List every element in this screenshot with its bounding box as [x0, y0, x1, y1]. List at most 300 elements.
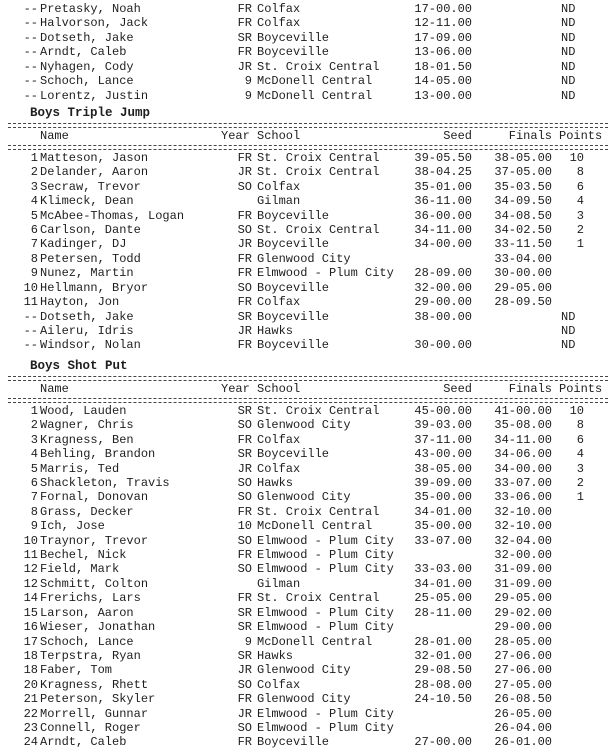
- double-rule-divider: [8, 376, 608, 381]
- result-row: [0, 310, 615, 324]
- points-cell: ND: [561, 30, 576, 45]
- column-header-finals: Finals: [508, 381, 552, 396]
- column-header-school: School: [257, 381, 301, 396]
- place-cell: --: [23, 45, 38, 60]
- finals-mark: 31-09.00: [494, 576, 552, 591]
- school-name: Glenwood City: [257, 251, 351, 266]
- result-row: [0, 89, 615, 103]
- year-cell: FR: [237, 251, 252, 266]
- school-name: St. Croix Central: [257, 150, 380, 165]
- athlete-name: Field, Mark: [40, 562, 120, 577]
- place-cell: 22: [23, 706, 38, 721]
- finals-mark: 34-09.50: [494, 194, 552, 209]
- school-name: St. Croix Central: [257, 165, 380, 180]
- finals-mark: 32-10.00: [494, 519, 552, 534]
- result-row: [0, 635, 615, 649]
- seed-mark: 35-01.00: [414, 179, 472, 194]
- points-cell: ND: [561, 338, 576, 353]
- points-cell: 2: [576, 475, 584, 490]
- place-cell: 8: [30, 504, 38, 519]
- place-cell: 5: [30, 208, 38, 223]
- school-name: Elmwood - Plum City: [257, 266, 394, 281]
- finals-mark: 34-06.00: [494, 447, 552, 462]
- athlete-name: Dotseth, Jake: [40, 30, 134, 45]
- school-name: Colfax: [257, 677, 301, 692]
- seed-mark: 28-01.00: [414, 634, 472, 649]
- result-row: [0, 562, 615, 576]
- seed-mark: 32-00.00: [414, 280, 472, 295]
- place-cell: 23: [23, 721, 38, 736]
- place-cell: 4: [30, 194, 38, 209]
- year-cell: JR: [237, 461, 252, 476]
- result-row: [0, 180, 615, 194]
- athlete-name: Halvorson, Jack: [40, 16, 149, 31]
- school-name: Gilman: [257, 194, 301, 209]
- finals-mark: 37-05.00: [494, 165, 552, 180]
- result-row: [0, 165, 615, 179]
- finals-mark: 31-09.00: [494, 562, 552, 577]
- seed-mark: 35-00.00: [414, 519, 472, 534]
- school-name: Elmwood - Plum City: [257, 548, 394, 563]
- year-cell: FR: [237, 45, 252, 60]
- athlete-name: Wagner, Chris: [40, 418, 134, 433]
- school-name: McDonell Central: [257, 519, 373, 534]
- finals-mark: 33-11.50: [494, 237, 552, 252]
- column-header-name: Name: [40, 381, 69, 396]
- school-name: Glenwood City: [257, 490, 351, 505]
- seed-mark: 38-05.00: [414, 461, 472, 476]
- year-cell: FR: [237, 735, 252, 749]
- result-row: [0, 721, 615, 735]
- year-cell: FR: [237, 548, 252, 563]
- year-cell: FR: [237, 591, 252, 606]
- finals-mark: 27-05.00: [494, 677, 552, 692]
- place-cell: 11: [23, 295, 38, 310]
- athlete-name: Arndt, Caleb: [40, 735, 127, 749]
- result-row: [0, 591, 615, 605]
- seed-mark: 36-11.00: [414, 194, 472, 209]
- seed-mark: 32-01.00: [414, 648, 472, 663]
- seed-mark: 34-11.00: [414, 223, 472, 238]
- seed-mark: 39-03.00: [414, 418, 472, 433]
- year-cell: 9: [244, 634, 252, 649]
- year-cell: FR: [237, 150, 252, 165]
- points-cell: ND: [561, 309, 576, 324]
- result-row: [0, 404, 615, 418]
- result-row: [0, 252, 615, 266]
- result-row: [0, 338, 615, 352]
- athlete-name: Kadinger, DJ: [40, 237, 127, 252]
- result-row: [0, 505, 615, 519]
- result-row: [0, 735, 615, 749]
- year-cell: 10: [237, 519, 252, 534]
- place-cell: 6: [30, 223, 38, 238]
- finals-mark: 34-02.50: [494, 223, 552, 238]
- seed-mark: 17-00.00: [414, 2, 472, 16]
- result-row: [0, 534, 615, 548]
- school-name: Boyceville: [257, 735, 330, 749]
- year-cell: JR: [237, 663, 252, 678]
- place-cell: --: [23, 74, 38, 89]
- school-name: Elmwood - Plum City: [257, 620, 394, 635]
- result-row: [0, 60, 615, 74]
- column-header-points: Points: [559, 381, 603, 396]
- athlete-name: Traynor, Trevor: [40, 533, 149, 548]
- place-cell: 14: [23, 591, 38, 606]
- result-row: [0, 281, 615, 295]
- athlete-name: Schmitt, Colton: [40, 576, 149, 591]
- year-cell: SO: [237, 562, 252, 577]
- year-cell: JR: [237, 706, 252, 721]
- result-row: [0, 620, 615, 634]
- year-cell: SO: [237, 533, 252, 548]
- athlete-name: Frerichs, Lars: [40, 591, 141, 606]
- place-cell: 11: [23, 548, 38, 563]
- place-cell: --: [23, 309, 38, 324]
- seed-mark: 17-09.00: [414, 30, 472, 45]
- finals-mark: 28-05.00: [494, 634, 552, 649]
- seed-mark: 38-04.25: [414, 165, 472, 180]
- place-cell: 12: [23, 562, 38, 577]
- place-cell: --: [23, 323, 38, 338]
- points-cell: 1: [576, 237, 584, 252]
- finals-mark: 33-04.00: [494, 251, 552, 266]
- seed-mark: 38-00.00: [414, 309, 472, 324]
- athlete-name: Delander, Aaron: [40, 165, 149, 180]
- athlete-name: Shackleton, Travis: [40, 475, 170, 490]
- seed-mark: 34-01.00: [414, 504, 472, 519]
- year-cell: 9: [244, 88, 252, 103]
- year-cell: SO: [237, 280, 252, 295]
- place-cell: 6: [30, 475, 38, 490]
- year-cell: SO: [237, 677, 252, 692]
- school-name: Boyceville: [257, 45, 330, 60]
- result-row: [0, 447, 615, 461]
- finals-mark: 26-08.50: [494, 692, 552, 707]
- athlete-name: McAbee-Thomas, Logan: [40, 208, 185, 223]
- result-row: [0, 2, 615, 16]
- points-cell: ND: [561, 45, 576, 60]
- column-header-row: [0, 382, 615, 396]
- athlete-name: Nyhagen, Cody: [40, 59, 134, 74]
- points-cell: 6: [576, 179, 584, 194]
- athlete-name: Wood, Lauden: [40, 403, 127, 418]
- school-name: Glenwood City: [257, 418, 351, 433]
- finals-mark: 34-11.00: [494, 432, 552, 447]
- athlete-name: Matteson, Jason: [40, 150, 149, 165]
- place-cell: --: [23, 2, 38, 16]
- seed-mark: 25-05.00: [414, 591, 472, 606]
- seed-mark: 28-08.00: [414, 677, 472, 692]
- athlete-name: Behling, Brandon: [40, 447, 156, 462]
- place-cell: 1: [30, 150, 38, 165]
- athlete-name: Marris, Ted: [40, 461, 120, 476]
- athlete-name: Connell, Roger: [40, 721, 141, 736]
- place-cell: 10: [23, 280, 38, 295]
- column-header-seed: Seed: [443, 128, 472, 143]
- athlete-name: Dotseth, Jake: [40, 309, 134, 324]
- year-cell: FR: [237, 295, 252, 310]
- seed-mark: 14-05.00: [414, 74, 472, 89]
- result-row: [0, 237, 615, 251]
- school-name: Gilman: [257, 576, 301, 591]
- year-cell: FR: [237, 504, 252, 519]
- seed-mark: 39-05.50: [414, 150, 472, 165]
- year-cell: SO: [237, 418, 252, 433]
- result-row: [0, 577, 615, 591]
- column-header-year: Year: [221, 128, 250, 143]
- year-cell: SR: [237, 403, 252, 418]
- finals-mark: 30-00.00: [494, 266, 552, 281]
- seed-mark: 13-00.00: [414, 88, 472, 103]
- place-cell: 10: [23, 533, 38, 548]
- athlete-name: Kragness, Rhett: [40, 677, 149, 692]
- finals-mark: 28-09.50: [494, 295, 552, 310]
- year-cell: JR: [237, 237, 252, 252]
- place-cell: 5: [30, 461, 38, 476]
- event-title: Boys Triple Jump: [30, 105, 151, 120]
- column-header-year: Year: [221, 381, 250, 396]
- points-cell: 3: [576, 208, 584, 223]
- place-cell: 2: [30, 418, 38, 433]
- result-row: [0, 16, 615, 30]
- place-cell: --: [23, 30, 38, 45]
- athlete-name: Grass, Decker: [40, 504, 134, 519]
- result-row: [0, 707, 615, 721]
- result-row: [0, 151, 615, 165]
- school-name: Elmwood - Plum City: [257, 706, 394, 721]
- school-name: St. Croix Central: [257, 504, 380, 519]
- year-cell: SO: [237, 721, 252, 736]
- seed-mark: 28-11.00: [414, 605, 472, 620]
- result-row: [0, 476, 615, 490]
- points-cell: ND: [561, 74, 576, 89]
- result-row: [0, 209, 615, 223]
- points-cell: ND: [561, 323, 576, 338]
- event-title: Boys Shot Put: [30, 358, 128, 373]
- result-row: [0, 31, 615, 45]
- year-cell: SO: [237, 490, 252, 505]
- year-cell: SR: [237, 309, 252, 324]
- school-name: McDonell Central: [257, 634, 373, 649]
- school-name: Boyceville: [257, 280, 330, 295]
- finals-mark: 29-05.00: [494, 280, 552, 295]
- place-cell: --: [23, 16, 38, 31]
- athlete-name: Morrell, Gunnar: [40, 706, 149, 721]
- athlete-name: Faber, Tom: [40, 663, 113, 678]
- school-name: St. Croix Central: [257, 59, 380, 74]
- column-header-seed: Seed: [443, 381, 472, 396]
- place-cell: 21: [23, 692, 38, 707]
- year-cell: SR: [237, 447, 252, 462]
- result-row: [0, 45, 615, 59]
- points-cell: 4: [576, 447, 584, 462]
- finals-mark: 29-02.00: [494, 605, 552, 620]
- place-cell: 1: [30, 403, 38, 418]
- seed-mark: 12-11.00: [414, 16, 472, 31]
- finals-mark: 34-08.50: [494, 208, 552, 223]
- school-name: Boyceville: [257, 309, 330, 324]
- school-name: St. Croix Central: [257, 403, 380, 418]
- athlete-name: Lorentz, Justin: [40, 88, 149, 103]
- points-cell: 6: [576, 432, 584, 447]
- place-cell: 9: [30, 519, 38, 534]
- result-row: [0, 433, 615, 447]
- athlete-name: Nunez, Martin: [40, 266, 134, 281]
- athlete-name: Terpstra, Ryan: [40, 648, 141, 663]
- column-header-points: Points: [559, 128, 603, 143]
- school-name: McDonell Central: [257, 74, 373, 89]
- athlete-name: Pretasky, Noah: [40, 2, 141, 16]
- seed-mark: 29-00.00: [414, 295, 472, 310]
- year-cell: JR: [237, 59, 252, 74]
- result-row: [0, 490, 615, 504]
- athlete-name: Hayton, Jon: [40, 295, 120, 310]
- seed-mark: 30-00.00: [414, 338, 472, 353]
- athlete-name: Fornal, Donovan: [40, 490, 149, 505]
- year-cell: SO: [237, 475, 252, 490]
- finals-mark: 29-00.00: [494, 620, 552, 635]
- place-cell: 20: [23, 677, 38, 692]
- column-header-finals: Finals: [508, 128, 552, 143]
- year-cell: FR: [237, 432, 252, 447]
- place-cell: 3: [30, 179, 38, 194]
- seed-mark: 29-08.50: [414, 663, 472, 678]
- result-row: [0, 223, 615, 237]
- place-cell: 3: [30, 432, 38, 447]
- points-cell: 8: [576, 165, 584, 180]
- year-cell: SR: [237, 605, 252, 620]
- school-name: McDonell Central: [257, 88, 373, 103]
- athlete-name: Carlson, Dante: [40, 223, 141, 238]
- seed-mark: 13-06.00: [414, 45, 472, 60]
- school-name: Colfax: [257, 16, 301, 31]
- seed-mark: 34-00.00: [414, 237, 472, 252]
- place-cell: 17: [23, 634, 38, 649]
- seed-mark: 39-09.00: [414, 475, 472, 490]
- school-name: Boyceville: [257, 30, 330, 45]
- place-cell: 9: [30, 266, 38, 281]
- place-cell: 7: [30, 237, 38, 252]
- place-cell: 15: [23, 605, 38, 620]
- seed-mark: 45-00.00: [414, 403, 472, 418]
- finals-mark: 35-03.50: [494, 179, 552, 194]
- points-cell: 1: [576, 490, 584, 505]
- school-name: Hawks: [257, 475, 294, 490]
- athlete-name: Petersen, Todd: [40, 251, 141, 266]
- column-header-school: School: [257, 128, 301, 143]
- place-cell: --: [23, 338, 38, 353]
- seed-mark: 35-00.00: [414, 490, 472, 505]
- finals-mark: 38-05.00: [494, 150, 552, 165]
- year-cell: SO: [237, 179, 252, 194]
- seed-mark: 24-10.50: [414, 692, 472, 707]
- points-cell: ND: [561, 16, 576, 31]
- school-name: Elmwood - Plum City: [257, 605, 394, 620]
- year-cell: FR: [237, 208, 252, 223]
- athlete-name: Secraw, Trevor: [40, 179, 141, 194]
- year-cell: FR: [237, 16, 252, 31]
- school-name: Colfax: [257, 461, 301, 476]
- finals-mark: 32-00.00: [494, 548, 552, 563]
- double-rule-divider: [8, 398, 608, 403]
- school-name: Glenwood City: [257, 663, 351, 678]
- result-row: [0, 548, 615, 562]
- result-row: [0, 649, 615, 663]
- place-cell: 24: [23, 735, 38, 749]
- result-row: [0, 678, 615, 692]
- place-cell: 7: [30, 490, 38, 505]
- result-row: [0, 74, 615, 88]
- seed-mark: 27-00.00: [414, 735, 472, 749]
- column-header-row: [0, 129, 615, 143]
- athlete-name: Arndt, Caleb: [40, 45, 127, 60]
- points-cell: 8: [576, 418, 584, 433]
- finals-mark: 26-01.00: [494, 735, 552, 749]
- place-cell: --: [23, 59, 38, 74]
- school-name: Boyceville: [257, 237, 330, 252]
- points-cell: ND: [561, 88, 576, 103]
- athlete-name: Schoch, Lance: [40, 634, 134, 649]
- points-cell: ND: [561, 2, 576, 16]
- school-name: Colfax: [257, 2, 301, 16]
- school-name: Boyceville: [257, 447, 330, 462]
- athlete-name: Kragness, Ben: [40, 432, 134, 447]
- athlete-name: Bechel, Nick: [40, 548, 127, 563]
- result-row: [0, 266, 615, 280]
- finals-mark: 34-00.00: [494, 461, 552, 476]
- school-name: Elmwood - Plum City: [257, 562, 394, 577]
- school-name: Colfax: [257, 432, 301, 447]
- result-row: [0, 324, 615, 338]
- seed-mark: 37-11.00: [414, 432, 472, 447]
- athlete-name: Schoch, Lance: [40, 74, 134, 89]
- year-cell: SO: [237, 223, 252, 238]
- school-name: Hawks: [257, 648, 294, 663]
- place-cell: 16: [23, 620, 38, 635]
- result-row: [0, 519, 615, 533]
- place-cell: 12: [23, 576, 38, 591]
- athlete-name: Windsor, Nolan: [40, 338, 141, 353]
- year-cell: FR: [237, 338, 252, 353]
- seed-mark: 28-09.00: [414, 266, 472, 281]
- points-cell: 10: [569, 150, 584, 165]
- double-rule-divider: [8, 123, 608, 128]
- seed-mark: 18-01.50: [414, 59, 472, 74]
- school-name: Elmwood - Plum City: [257, 533, 394, 548]
- seed-mark: 33-03.00: [414, 562, 472, 577]
- school-name: St. Croix Central: [257, 591, 380, 606]
- year-cell: SR: [237, 30, 252, 45]
- year-cell: 9: [244, 74, 252, 89]
- year-cell: SR: [237, 648, 252, 663]
- school-name: Boyceville: [257, 208, 330, 223]
- result-row: [0, 606, 615, 620]
- points-cell: 3: [576, 461, 584, 476]
- seed-mark: 33-07.00: [414, 533, 472, 548]
- place-cell: --: [23, 88, 38, 103]
- result-row: [0, 295, 615, 309]
- points-cell: ND: [561, 59, 576, 74]
- finals-mark: 41-00.00: [494, 403, 552, 418]
- finals-mark: 33-06.00: [494, 490, 552, 505]
- result-row: [0, 692, 615, 706]
- school-name: Colfax: [257, 179, 301, 194]
- seed-mark: 43-00.00: [414, 447, 472, 462]
- finals-mark: 33-07.00: [494, 475, 552, 490]
- finals-mark: 32-04.00: [494, 533, 552, 548]
- finals-mark: 35-08.00: [494, 418, 552, 433]
